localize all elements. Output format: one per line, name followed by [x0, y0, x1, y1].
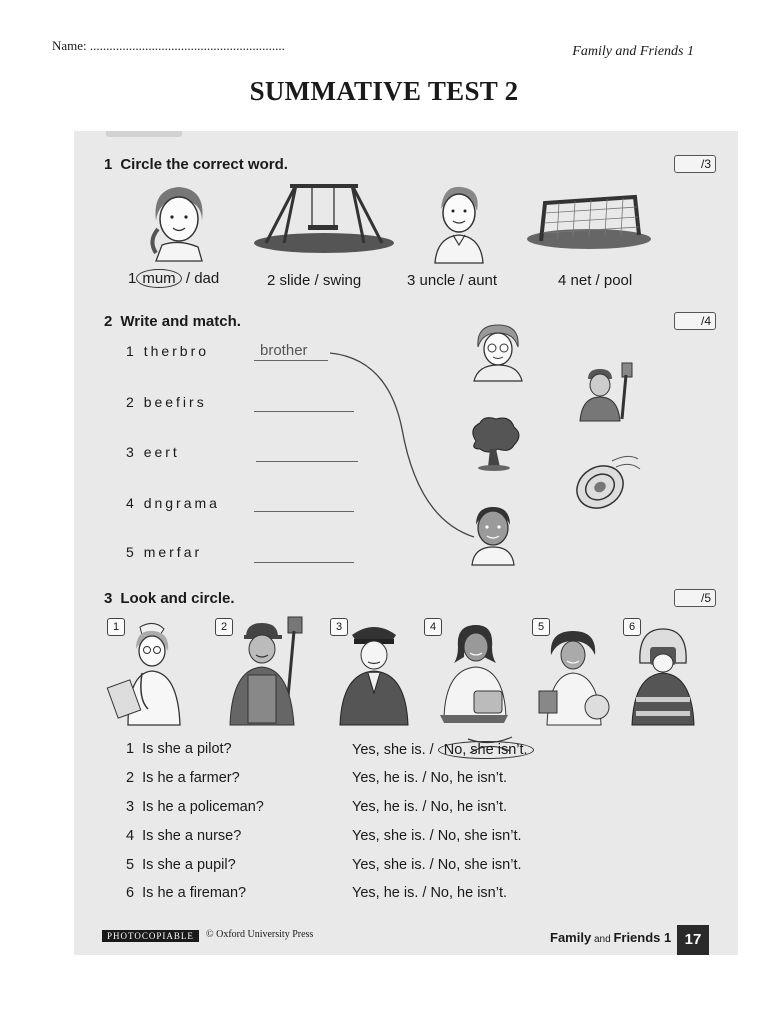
picture-number: 5: [532, 618, 550, 636]
section-1-heading: [104, 156, 288, 173]
boy-illustration: [468, 503, 518, 565]
option-3[interactable]: 3 uncle / aunt: [407, 272, 498, 289]
section-title: Look and circle.: [120, 590, 235, 607]
cook-illustration: [434, 617, 514, 725]
picture-number: 6: [623, 618, 641, 636]
option-2[interactable]: 2 slide / swing: [267, 272, 362, 289]
scramble-item: 4 dngrama: [126, 495, 220, 511]
copyright-text: © Oxford University Press: [206, 929, 314, 940]
answer-choice-3[interactable]: Yes, he is. / No, he isn’t.: [352, 799, 508, 815]
scramble-item: 2 beefirs: [126, 394, 207, 410]
answer-choice-5[interactable]: Yes, she is. / No, she isn’t.: [352, 857, 522, 873]
brand-logo-text: Family and Friends 1: [550, 930, 672, 945]
swing-illustration: [254, 181, 394, 253]
uncle-illustration: [429, 183, 489, 263]
answer-choice-6[interactable]: Yes, he is. / No, he isn’t.: [352, 885, 508, 901]
picture-number: 1: [107, 618, 125, 636]
option-1: 1 mum / dad: [128, 270, 220, 287]
page-number: 17: [677, 925, 709, 955]
question-5: 5 Is she a pupil?: [126, 857, 236, 873]
series-label: Family and Friends 1: [572, 44, 694, 59]
answer-choice-4[interactable]: Yes, she is. / No, she isn’t.: [352, 828, 522, 844]
picture-number: 3: [330, 618, 348, 636]
section-title: Circle the correct word.: [120, 156, 288, 173]
page-tab-mark: [106, 131, 182, 137]
section-title: Write and match.: [120, 313, 241, 330]
option-number: 1: [128, 270, 137, 287]
answer-choice-1[interactable]: Yes, she is. / No, she isn’t.: [352, 741, 534, 759]
frisbee-illustration: [572, 449, 644, 515]
section-number: 1: [104, 156, 113, 173]
name-field-label: Name: ............................................................: [52, 38, 285, 53]
net-illustration: [529, 189, 649, 249]
question-4: 4 Is she a nurse?: [126, 828, 242, 844]
answer-text: brother: [260, 342, 308, 359]
tree-illustration: [466, 415, 522, 471]
scramble-item: 1 therbro: [126, 343, 210, 359]
section-2-heading: 2 Write and match.: [104, 313, 241, 330]
score-box: /3: [674, 155, 716, 173]
policeman-illustration: [336, 617, 412, 725]
photocopiable-badge: PHOTOCOPIABLE: [102, 930, 199, 942]
farmer-illustration: [574, 359, 634, 421]
nurse-illustration: [108, 619, 190, 725]
grandma-illustration: [470, 321, 526, 381]
score-box: /5: [674, 589, 716, 607]
fireman-illustration: [628, 623, 698, 725]
worksheet-scan: [74, 131, 738, 955]
option-4[interactable]: 4 net / pool: [558, 272, 633, 289]
answer-choice-2[interactable]: Yes, he is. / No, he isn’t.: [352, 770, 508, 786]
question-3: 3 Is he a policeman?: [126, 799, 264, 815]
pupil-illustration: [539, 627, 611, 725]
scramble-item: 3 eert: [126, 444, 180, 460]
question-1: 1 Is she a pilot?: [126, 741, 232, 757]
answer-line[interactable]: [254, 562, 354, 563]
circled-answer[interactable]: mum: [136, 269, 181, 288]
circled-answer[interactable]: No, she isn’t.: [438, 741, 534, 759]
match-line: [328, 349, 478, 549]
farmer-illustration: [224, 615, 314, 725]
question-6: 6 Is he a fireman?: [126, 885, 247, 901]
score-box: /4: [674, 312, 716, 330]
picture-number: 2: [215, 618, 233, 636]
section-3-heading: 3 Look and circle.: [104, 590, 235, 607]
scramble-item: 5 merfar: [126, 544, 203, 560]
question-2: 2 Is he a farmer?: [126, 770, 240, 786]
page-title: SUMMATIVE TEST 2: [249, 76, 519, 106]
picture-number: 4: [424, 618, 442, 636]
option-word[interactable]: dad: [194, 270, 220, 287]
mum-illustration: [144, 181, 214, 261]
answer-line[interactable]: [254, 360, 328, 361]
